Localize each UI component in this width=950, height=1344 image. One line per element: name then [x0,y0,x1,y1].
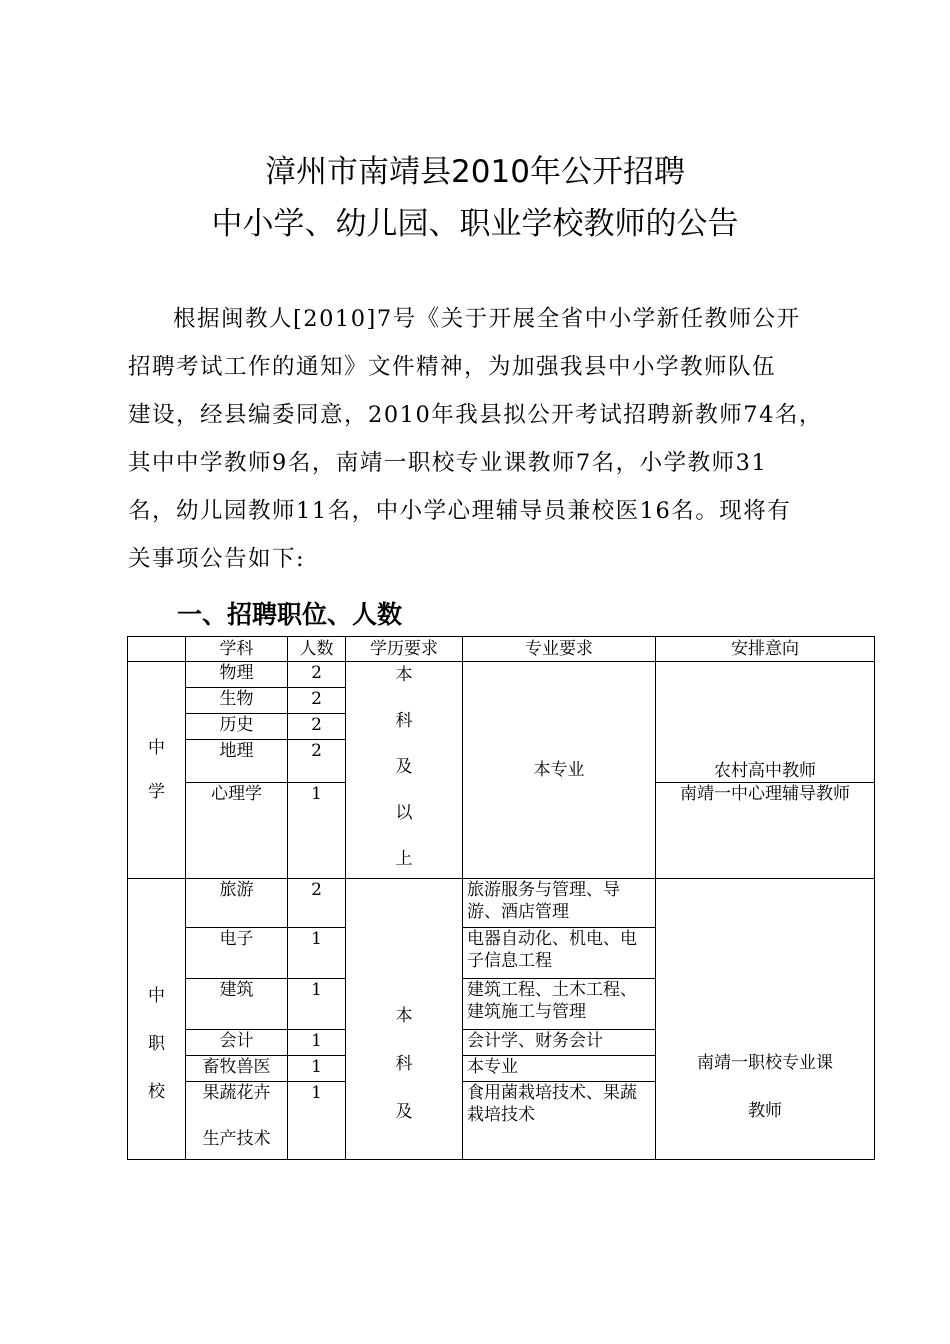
header-count: 人数 [288,637,346,662]
category-char: 职 [148,1034,165,1054]
count-cell: 2 [288,879,346,928]
header-major: 专业要求 [463,637,656,662]
title-line-1: 漳州市南靖县2010年公开招聘 [265,154,685,190]
paragraph-line: 关事项公告如下: [128,546,306,572]
count-cell: 2 [288,740,346,783]
subject-cell: 心理学 [186,783,288,879]
category-char: 中 [148,986,165,1006]
category-vocational-school [128,879,186,1160]
subject-cell: 建筑 [186,979,288,1030]
major-cell: 本专业 [463,662,656,879]
education-char: 本 [395,1006,413,1026]
table-row [128,879,875,928]
plan-cell: 南靖一中心理辅导教师 [656,783,875,879]
major-cell: 会计学、财务会计 [463,1030,656,1056]
subject-cell: 地理 [186,740,288,783]
subject-line: 果蔬花卉 [202,1083,271,1103]
major-cell: 旅游服务与管理、导游、酒店管理 [463,879,656,928]
header-plan: 安排意向 [656,637,875,662]
plan-line: 南靖一职校专业课 [697,1053,833,1073]
subject-cell: 会计 [186,1030,288,1056]
count-cell: 1 [288,1030,346,1056]
paragraph-line: 招聘考试工作的通知》文件精神，为加强我县中小学教师队伍 [128,354,777,380]
category-char: 学 [148,782,165,802]
plan-cell: 农村高中教师 [656,662,875,783]
major-cell: 建筑工程、土木工程、建筑施工与管理 [463,979,656,1030]
paragraph-line: 其中中学教师9名，南靖一职校专业课教师7名，小学教师31 [128,450,768,476]
title-line-2: 中小学、幼儿园、职业学校教师的公告 [211,206,739,242]
paragraph-line: 名，幼儿园教师11名，中小学心理辅导员兼校医16名。现将有 [128,498,792,524]
category-middle-school [128,662,186,879]
subject-cell: 电子 [186,928,288,979]
paragraph-line: 根据闽教人[2010]7号《关于开展全省中小学新任教师公开 [173,306,801,332]
major-cell: 电器自动化、机电、电子信息工程 [463,928,656,979]
subject-cell: 历史 [186,714,288,740]
subject-cell: 畜牧兽医 [186,1056,288,1082]
category-char: 校 [148,1082,165,1102]
education-cell [346,879,463,1160]
count-cell: 1 [288,1082,346,1160]
education-char: 及 [395,757,413,777]
education-char: 以 [395,803,413,823]
count-cell: 2 [288,688,346,714]
header-education: 学历要求 [346,637,463,662]
count-cell: 1 [288,979,346,1030]
paragraph-line: 建设，经县编委同意，2010年我县拟公开考试招聘新教师74名， [128,402,823,428]
education-char: 上 [395,849,413,869]
count-cell: 1 [288,1056,346,1082]
count-cell: 1 [288,928,346,979]
education-char: 及 [395,1102,413,1122]
intro-paragraph [128,295,858,583]
header-subject: 学科 [186,637,288,662]
subject-cell: 生物 [186,688,288,714]
plan-cell [656,879,875,1160]
count-cell: 2 [288,662,346,688]
subject-cell: 物理 [186,662,288,688]
plan-line: 教师 [748,1101,782,1121]
subject-cell: 旅游 [186,879,288,928]
count-cell: 1 [288,783,346,879]
subject-cell [186,1082,288,1160]
education-char: 科 [395,1054,413,1074]
header-blank [128,637,186,662]
education-cell [346,662,463,879]
section-heading: 一、招聘职位、人数 [177,600,403,629]
recruitment-table [127,636,875,1160]
table-row [128,662,875,688]
education-char: 科 [395,711,413,731]
subject-line: 生产技术 [202,1129,271,1149]
major-cell: 本专业 [463,1056,656,1082]
education-char: 本 [395,665,413,685]
category-char: 中 [148,738,165,758]
major-cell: 食用菌栽培技术、果蔬栽培技术 [463,1082,656,1160]
count-cell: 2 [288,714,346,740]
table-header-row [128,637,875,662]
